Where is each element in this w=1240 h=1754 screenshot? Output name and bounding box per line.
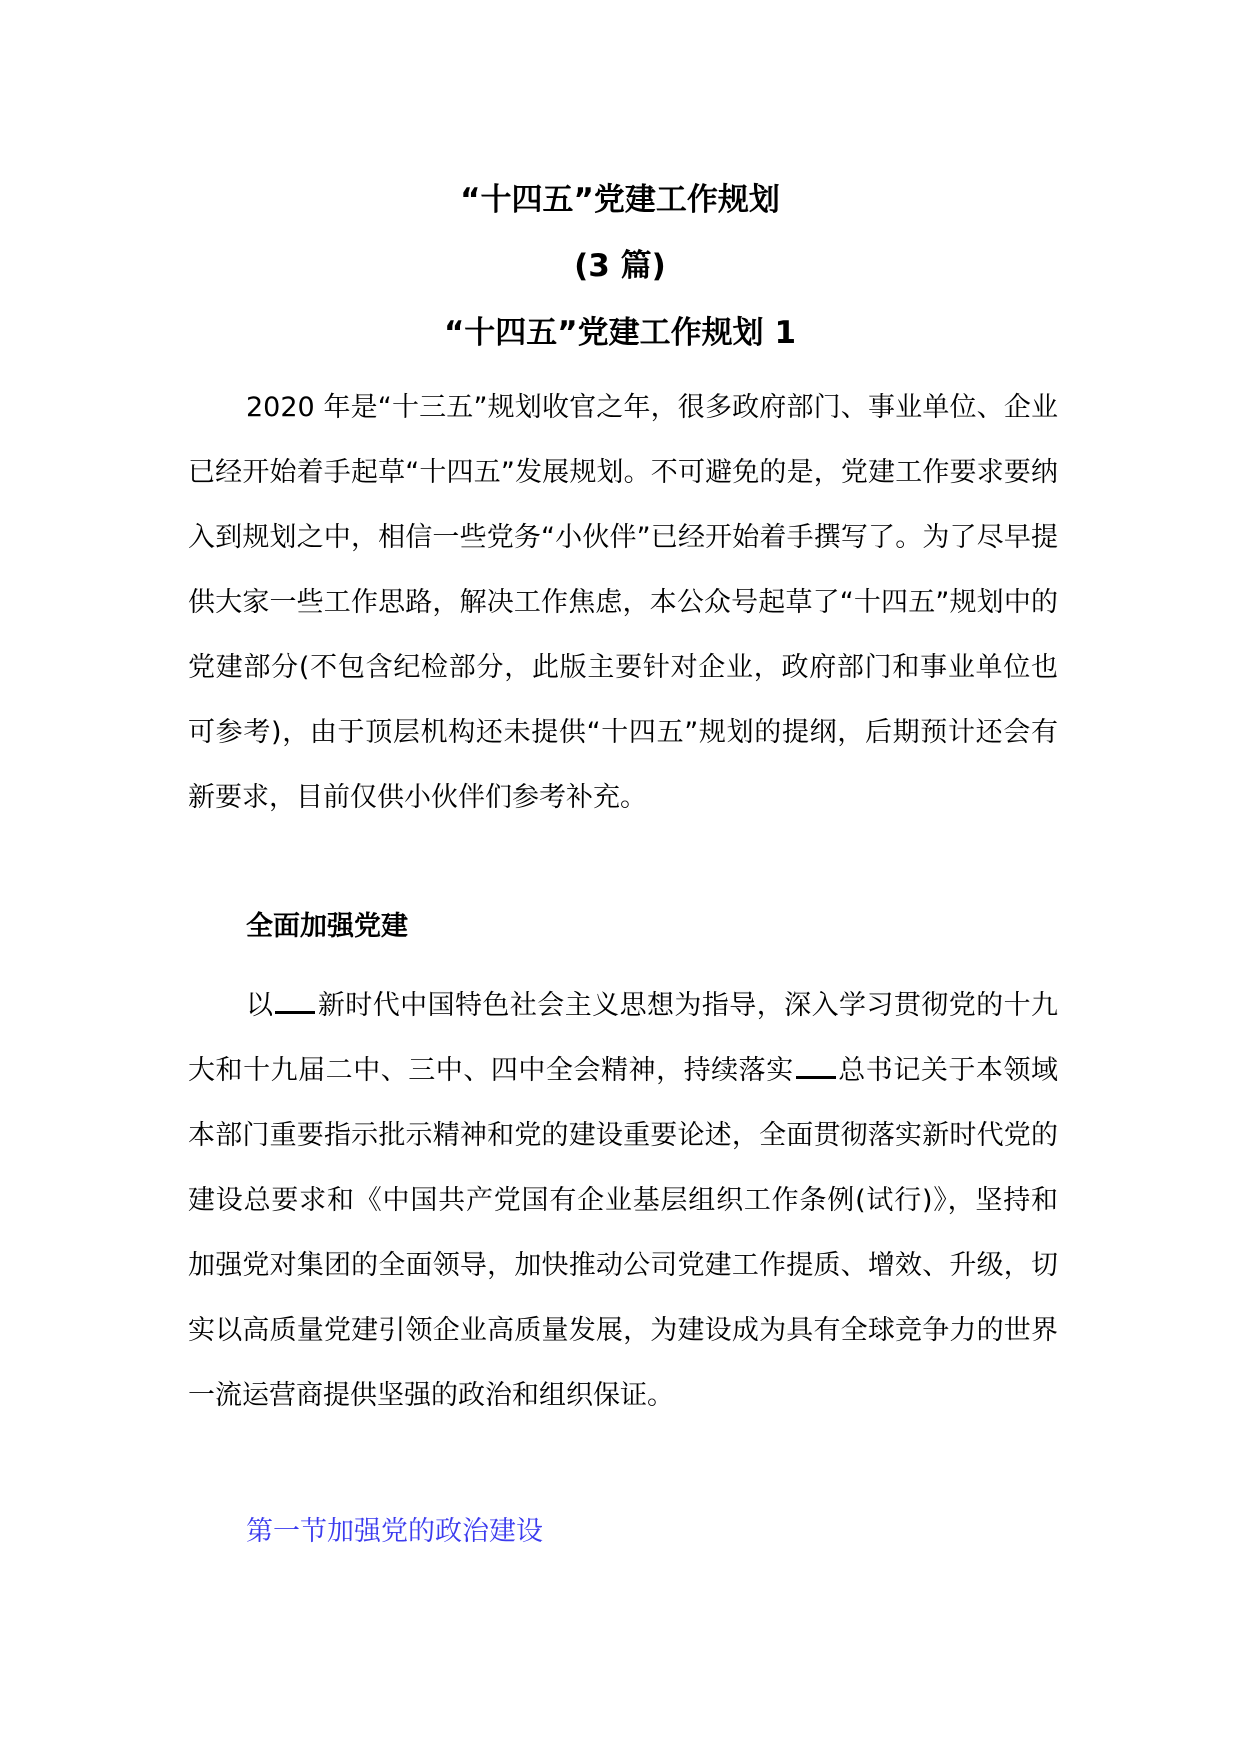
guide-paragraph-part3: 总书记关于本领域本部门重要指示批示精神和党的建设重要论述，全面贯彻落实新时代党的建设总要求和《中国共产党国有企业基层组织工作条例(试行)》，坚持和加强党对集团的全面领导，加快推动公司党建工作提质、增效、升级，切实以高质量党建引领企业高质量发展，为建设成为具有全球竞争力的世界一流运营商提供坚强的政治和组织保证。 xyxy=(188,1055,1059,1411)
guide-paragraph-part2: 新时代中国特色社会主义思想为指导，深入学习贯彻党的十九大和十九届二中、三中、四中全会精神，持续落实 xyxy=(188,990,1059,1086)
guide-paragraph-part1: 以 xyxy=(246,990,274,1021)
part-title: “十四五”党建工作规划 1 xyxy=(443,315,797,351)
document-title: “十四五”党建工作规划 xyxy=(460,182,780,218)
blank-underline xyxy=(275,989,315,1014)
section-heading: 全面加强党建 xyxy=(246,911,408,942)
blank-underline xyxy=(796,1054,836,1079)
guide-paragraph xyxy=(188,973,1058,1428)
document-subtitle: (3 篇) xyxy=(574,248,666,284)
intro-paragraph: 2020 年是“十三五”规划收官之年，很多政府部门、事业单位、企业已经开始着手起草“十四五”发展规划。不可避免的是，党建工作要求要纳入到规划之中，相信一些党务“小伙伴”已经开始着手撰写了。为了尽早提供大家一些工作思路，解决工作焦虑，本公众号起草了“十四五”规划中的党建部分(不包含纪检部分，此版主要针对企业，政府部门和事业单位也可参考)，由于顶层机构还未提供“十四五”规划的提纲，后期预计还会有新要求，目前仅供小伙伴们参考补充。 xyxy=(188,392,1058,813)
section-link-political-building[interactable]: 第一节加强党的政治建设 xyxy=(246,1516,543,1547)
